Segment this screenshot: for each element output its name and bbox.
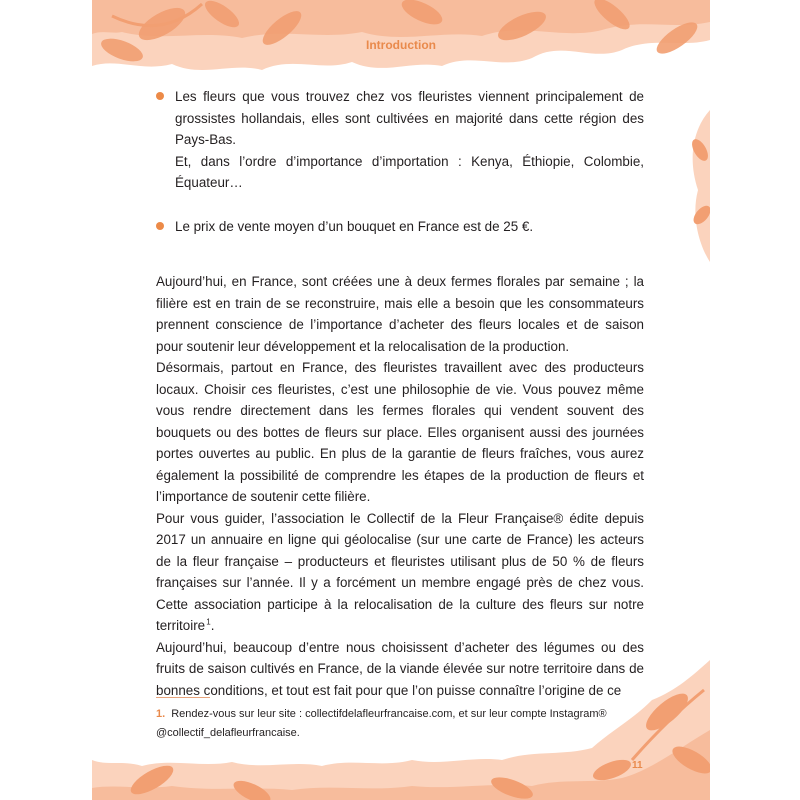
bullet-item-origins — [156, 86, 644, 194]
footnote-number: 1. — [156, 708, 166, 720]
bullet-text: Le prix de vente moyen d’un bouquet en France est de 25 €. — [175, 218, 534, 234]
footnote-text: Rendez-vous sur leur site : collectifdelafleurfrancaise.com, et sur leur compte Instagram® @collectif_delafleurfrancaise. — [156, 708, 607, 739]
footnote-reference: 1 — [206, 617, 211, 627]
footnote — [156, 705, 646, 743]
body-paragraphs — [156, 271, 644, 701]
main-text — [156, 86, 644, 701]
bullet-text: Les fleurs que vous trouvez chez vos fleuristes viennent principalement de grossistes hollandais, elles sont cultivées en majorité dans cette région des Pays-Bas. — [175, 89, 644, 147]
footnote-divider — [156, 697, 210, 698]
paragraph: Désormais, partout en France, des fleuristes travaillent avec des producteurs locaux. Choisir ces fleuristes, c’est une philosophie de vie. Vous pouvez même vous rendre directement dans les fermes florales qui vendent souvent des bouquets ou des bottes de fleurs sur place. Elles organisent aussi des journées portes ouvertes au public. En plus de la garantie de fleurs fraîches, vous aurez également la possibilité de comprendre les étapes de la production de fleurs et l’importance de soutenir cette filière. — [156, 360, 644, 504]
paragraph: Aujourd’hui, beaucoup d’entre nous choisissent d’acheter des légumes ou des fruits de saison cultivés en France, de la viande élevée sur notre territoire dans de bonnes conditions, et tout est fait pour que l’on puisse connaître l’origine de ce — [156, 639, 644, 698]
book-page — [92, 0, 710, 800]
chapter-header: Introduction — [366, 38, 436, 52]
page-number: 11 — [632, 760, 643, 771]
paragraph: Aujourd’hui, en France, sont créées une à deux fermes florales par semaine ; la filière est en train de se reconstruire, mais elle a besoin que les consommateurs prennent conscience de l’importance d’acheter des fleurs locales et de saison pour soutenir leur développement et la relocalisation de la production. — [156, 274, 644, 354]
bullet-dot-icon — [156, 222, 164, 230]
bullet-dot-icon — [156, 92, 164, 100]
paragraph-text: Pour vous guider, l’association le Collectif de la Fleur Française® édite depuis 2017 un annuaire en ligne qui géolocalise (sur une carte de France) les acteurs de la fleur française – producteurs et fleuristes utilisant plus de 50 % de fleurs françaises sur l’année. Il y a forcément un membre engagé près de chez vous. Cette association participe à la relocalisation de la culture des fleurs sur notre territoire — [156, 510, 644, 633]
bullet-item-price — [156, 216, 644, 238]
paragraph: Pour vous guider, l’association le Collectif de la Fleur Française® édite depuis 2017 un annuaire en ligne qui géolocalise (sur une carte de France) les acteurs de la fleur française – producteurs et fleuristes utilisant plus de 50 % de fleurs françaises sur l’année. Il y a forcément un membre engagé près de chez vous. Cette association participe à la relocalisation de la culture des fleurs sur notre territoire $^1$. — [156, 510, 644, 633]
bullet-text: Et, dans l’ordre d’importance d’importation : Kenya, Éthiopie, Colombie, Équateur… — [175, 153, 644, 190]
